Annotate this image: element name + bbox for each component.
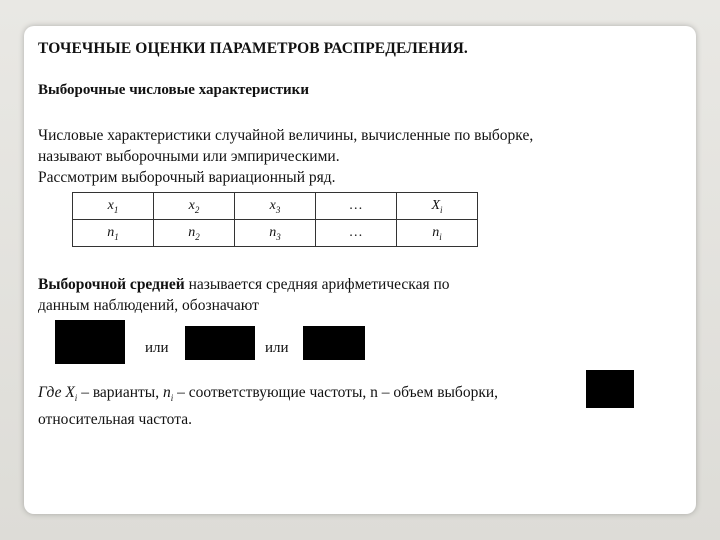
where-x-label: Где X	[38, 384, 75, 401]
formula-image-4	[586, 370, 634, 408]
variation-series-table	[72, 192, 478, 247]
or-label-2: или	[265, 340, 289, 356]
explanation-line-2: относительная частота.	[38, 411, 192, 429]
table-cell: $n_i$	[397, 220, 478, 247]
table-cell: $x_3$	[235, 193, 316, 220]
definition-text-1: называется средняя арифметическая по	[184, 276, 450, 293]
intro-paragraph	[38, 125, 678, 188]
table-row-values	[73, 193, 478, 220]
formula-image-3	[303, 326, 365, 360]
notation-explanation: Где $X_i$ – варианты, $n_i$ – соответствующие частоты, n – объем выборки, относительная частота.	[38, 382, 598, 430]
table-cell: …	[316, 193, 397, 220]
table-cell: $n_2$	[154, 220, 235, 247]
definition-text-2: данным наблюдений, обозначают	[38, 297, 259, 314]
intro-line-2: называют выборочными или эмпирическими.	[38, 148, 340, 165]
intro-line-3: Рассмотрим выборочный вариационный ряд.	[38, 169, 336, 186]
table-cell: $X_i$	[397, 193, 478, 220]
formula-image-2	[185, 326, 255, 360]
or-label-1: или	[145, 340, 169, 356]
table-row-frequencies	[73, 220, 478, 247]
slide-card	[24, 26, 696, 514]
table-cell: …	[316, 220, 397, 247]
defined-term: Выборочной средней	[38, 276, 185, 293]
intro-line-1: Числовые характеристики случайной величины, вычисленные по выборке,	[38, 127, 534, 144]
table-cell: $x_1$	[73, 193, 154, 220]
section-subtitle: Выборочные числовые характеристики	[38, 82, 309, 98]
table-cell: $n_3$	[235, 220, 316, 247]
sample-mean-definition	[38, 274, 678, 316]
table-cell: $n_1$	[73, 220, 154, 247]
slide-title: ТОЧЕЧНЫЕ ОЦЕНКИ ПАРАМЕТРОВ РАСПРЕДЕЛЕНИЯ.	[38, 40, 468, 57]
formula-image-1	[55, 320, 125, 364]
table-cell: $x_2$	[154, 193, 235, 220]
